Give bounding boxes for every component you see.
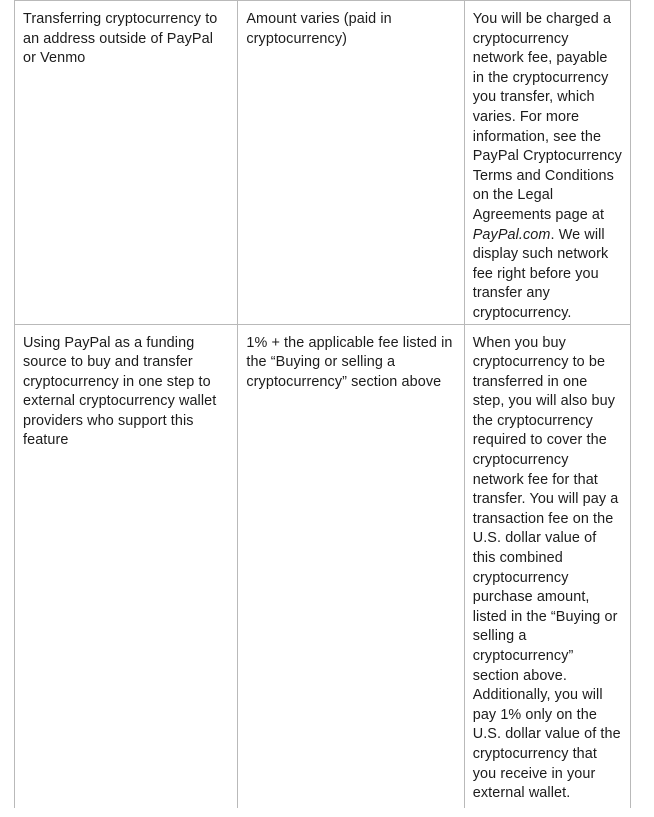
table-row bbox=[15, 324, 631, 808]
fee-cell bbox=[238, 324, 464, 808]
details-text-after: . We will display such network fee right before you transfer any cryptocurrency. bbox=[472, 226, 609, 321]
table-row bbox=[15, 1, 631, 325]
fee-table bbox=[14, 0, 631, 808]
activity-text: Transferring cryptocurrency to an address outside of PayPal or Venmo bbox=[23, 11, 218, 67]
fee-text: 1% + the applicable fee listed in the “Buying or selling a cryptocurrency” section above bbox=[246, 334, 453, 390]
paypal-site-name: PayPal.com bbox=[472, 226, 551, 243]
details-text: When you buy cryptocurrency to be transferred in one step, you will also buy the cryptocurrency required to cover the cryptocurrency network fee for that transfer. You will pay a transaction fee on the U.S. dollar value of this combined cryptocurrency purchase amount, listed in the “Buying or selling a cryptocurrency” section above. Additionally, you will pay 1% only on the U.S. dollar value of the cryptocurrency that you receive in your external wallet. bbox=[472, 334, 621, 802]
activity-cell bbox=[15, 324, 238, 808]
activity-text: Using PayPal as a funding source to buy and transfer cryptocurrency in one step to external cryptocurrency wallet providers who support this feature bbox=[23, 334, 217, 449]
details-text bbox=[473, 10, 622, 324]
details-text-before: You will be charged a cryptocurrency network fee, payable in the cryptocurrency you transfer, which varies. For more information, see the PayPal Cryptocurrency Terms and Conditions on the Legal Agreements page at bbox=[472, 11, 622, 223]
activity-cell bbox=[15, 1, 238, 325]
fee-cell bbox=[238, 1, 464, 325]
details-cell bbox=[464, 1, 630, 325]
details-cell bbox=[464, 324, 630, 808]
fee-text: Amount varies (paid in cryptocurrency) bbox=[246, 11, 392, 47]
